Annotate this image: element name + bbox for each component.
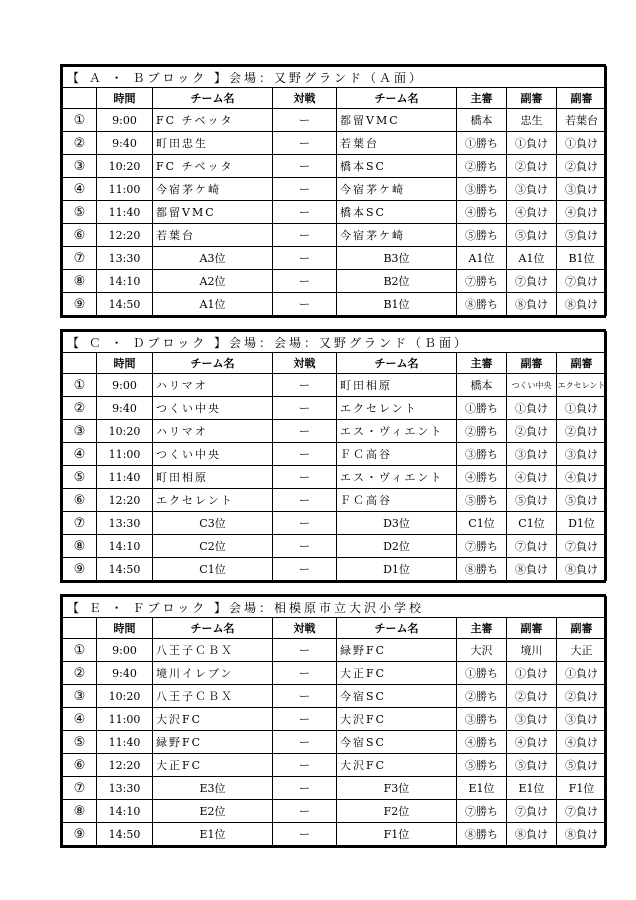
assistant-referee-1: ⑤負け (507, 224, 557, 247)
match-number: ① (63, 109, 97, 132)
assistant-referee-2: 若葉台 (557, 109, 607, 132)
team-away: 今宿茅ケ崎 (337, 224, 457, 247)
match-number: ⑦ (63, 512, 97, 535)
team-away: エス・ヴィエント (337, 420, 457, 443)
chief-referee: 橋本 (457, 374, 507, 397)
team-home: E3位 (153, 777, 273, 800)
versus-mark: ー (273, 639, 337, 662)
column-header: チーム名 (337, 88, 457, 109)
team-away: 橋本SC (337, 201, 457, 224)
assistant-referee-2: ⑦負け (557, 535, 607, 558)
assistant-referee-1: ⑦負け (507, 800, 557, 823)
team-away: 今宿SC (337, 685, 457, 708)
match-time: 12:20 (97, 754, 153, 777)
column-header: 副審 (557, 88, 607, 109)
table-row (63, 489, 607, 512)
team-home: 大正FC (153, 754, 273, 777)
versus-mark: ー (273, 535, 337, 558)
match-time: 11:00 (97, 443, 153, 466)
match-number: ① (63, 374, 97, 397)
column-header: 副審 (507, 88, 557, 109)
team-home: FC チベッタ (153, 155, 273, 178)
assistant-referee-2: ⑤負け (557, 489, 607, 512)
assistant-referee-1: ⑤負け (507, 754, 557, 777)
match-number: ③ (63, 420, 97, 443)
match-number: ⑤ (63, 731, 97, 754)
header-row (63, 353, 607, 374)
team-home: 八王子ＣＢＸ (153, 685, 273, 708)
versus-mark: ー (273, 132, 337, 155)
assistant-referee-2: エクセレント (557, 374, 607, 397)
assistant-referee-2: B1位 (557, 247, 607, 270)
match-number: ① (63, 639, 97, 662)
assistant-referee-1: ②負け (507, 420, 557, 443)
assistant-referee-2: ⑧負け (557, 293, 607, 316)
team-home: 大沢FC (153, 708, 273, 731)
column-header (63, 353, 97, 374)
assistant-referee-1: ①負け (507, 132, 557, 155)
match-number: ⑧ (63, 270, 97, 293)
match-number: ⑦ (63, 247, 97, 270)
table-row (63, 109, 607, 132)
chief-referee: ④勝ち (457, 731, 507, 754)
team-home: 町田相原 (153, 466, 273, 489)
table-row (63, 800, 607, 823)
team-away: 今宿SC (337, 731, 457, 754)
versus-mark: ー (273, 685, 337, 708)
table-row (63, 662, 607, 685)
assistant-referee-2: ①負け (557, 132, 607, 155)
assistant-referee-2: ②負け (557, 420, 607, 443)
assistant-referee-2: ④負け (557, 466, 607, 489)
column-header: 時間 (97, 618, 153, 639)
assistant-referee-2: D1位 (557, 512, 607, 535)
table-row (63, 270, 607, 293)
table-row (63, 639, 607, 662)
table-row (63, 224, 607, 247)
team-home: 若葉台 (153, 224, 273, 247)
match-time: 11:40 (97, 466, 153, 489)
match-time: 11:00 (97, 708, 153, 731)
column-header: チーム名 (153, 353, 273, 374)
assistant-referee-1: ④負け (507, 201, 557, 224)
column-header: 副審 (507, 618, 557, 639)
match-time: 13:30 (97, 777, 153, 800)
assistant-referee-2: ⑧負け (557, 558, 607, 581)
team-away: F1位 (337, 823, 457, 846)
table-row (63, 731, 607, 754)
match-number: ③ (63, 685, 97, 708)
header-row (63, 618, 607, 639)
column-header: 副審 (507, 353, 557, 374)
match-time: 9:40 (97, 397, 153, 420)
assistant-referee-2: ②負け (557, 685, 607, 708)
match-number: ⑥ (63, 754, 97, 777)
match-time: 12:20 (97, 224, 153, 247)
table-row (63, 823, 607, 846)
team-away: ＦＣ高谷 (337, 489, 457, 512)
versus-mark: ー (273, 374, 337, 397)
team-away: D3位 (337, 512, 457, 535)
match-time: 9:00 (97, 109, 153, 132)
column-header: 主審 (457, 353, 507, 374)
team-away: F3位 (337, 777, 457, 800)
column-header: チーム名 (153, 618, 273, 639)
schedule-table (62, 596, 607, 846)
versus-mark: ー (273, 558, 337, 581)
chief-referee: ①勝ち (457, 662, 507, 685)
chief-referee: ①勝ち (457, 132, 507, 155)
match-number: ⑤ (63, 201, 97, 224)
match-number: ⑥ (63, 489, 97, 512)
assistant-referee-1: ③負け (507, 708, 557, 731)
team-home: E1位 (153, 823, 273, 846)
assistant-referee-2: ④負け (557, 201, 607, 224)
assistant-referee-2: ⑧負け (557, 823, 607, 846)
table-row (63, 558, 607, 581)
chief-referee: ④勝ち (457, 201, 507, 224)
chief-referee: ②勝ち (457, 420, 507, 443)
match-number: ④ (63, 708, 97, 731)
team-away: エス・ヴィエント (337, 466, 457, 489)
chief-referee: ⑤勝ち (457, 224, 507, 247)
assistant-referee-1: ④負け (507, 731, 557, 754)
schedule-block (60, 64, 606, 318)
versus-mark: ー (273, 662, 337, 685)
team-away: 今宿茅ケ崎 (337, 178, 457, 201)
match-number: ⑨ (63, 558, 97, 581)
assistant-referee-2: ③負け (557, 443, 607, 466)
block-title: 【 Ｃ ・ Ｄブロック 】会場：会場：又野グランド（Ｂ面） (63, 332, 607, 353)
team-home: エクセレント (153, 489, 273, 512)
table-row (63, 535, 607, 558)
table-row (63, 443, 607, 466)
team-away: 緑野FC (337, 639, 457, 662)
chief-referee: ⑤勝ち (457, 754, 507, 777)
table-row (63, 777, 607, 800)
assistant-referee-2: ①負け (557, 397, 607, 420)
column-header: 主審 (457, 88, 507, 109)
column-header: 対戦 (273, 88, 337, 109)
team-home: ハリマオ (153, 420, 273, 443)
match-number: ③ (63, 155, 97, 178)
chief-referee: ③勝ち (457, 708, 507, 731)
match-number: ② (63, 132, 97, 155)
team-away: 橋本SC (337, 155, 457, 178)
versus-mark: ー (273, 800, 337, 823)
assistant-referee-1: E1位 (507, 777, 557, 800)
chief-referee: ⑦勝ち (457, 270, 507, 293)
team-away: B2位 (337, 270, 457, 293)
versus-mark: ー (273, 823, 337, 846)
block-title: 【 Ａ ・ Ｂブロック 】会場：又野グランド（Ａ面） (63, 67, 607, 88)
match-time: 11:00 (97, 178, 153, 201)
match-time: 10:20 (97, 685, 153, 708)
assistant-referee-2: ④負け (557, 731, 607, 754)
schedule-block (60, 329, 606, 583)
table-row (63, 293, 607, 316)
assistant-referee-1: ⑧負け (507, 293, 557, 316)
versus-mark: ー (273, 443, 337, 466)
chief-referee: ⑧勝ち (457, 823, 507, 846)
team-away: 町田相原 (337, 374, 457, 397)
column-header: チーム名 (337, 353, 457, 374)
team-home: ハリマオ (153, 374, 273, 397)
match-time: 14:10 (97, 800, 153, 823)
column-header: 対戦 (273, 353, 337, 374)
table-row (63, 132, 607, 155)
match-number: ⑧ (63, 800, 97, 823)
team-away: 若葉台 (337, 132, 457, 155)
table-row (63, 754, 607, 777)
assistant-referee-1: ⑧負け (507, 823, 557, 846)
assistant-referee-1: ①負け (507, 397, 557, 420)
match-time: 13:30 (97, 247, 153, 270)
table-row (63, 512, 607, 535)
team-home: C2位 (153, 535, 273, 558)
chief-referee: ⑧勝ち (457, 293, 507, 316)
chief-referee: ⑧勝ち (457, 558, 507, 581)
team-home: つくい中央 (153, 443, 273, 466)
assistant-referee-1: つくい中央 (507, 374, 557, 397)
match-time: 9:40 (97, 662, 153, 685)
team-home: 今宿茅ケ崎 (153, 178, 273, 201)
assistant-referee-1: ②負け (507, 155, 557, 178)
assistant-referee-1: C1位 (507, 512, 557, 535)
chief-referee: 大沢 (457, 639, 507, 662)
assistant-referee-2: ⑤負け (557, 224, 607, 247)
match-time: 12:20 (97, 489, 153, 512)
team-home: 緑野FC (153, 731, 273, 754)
column-header (63, 618, 97, 639)
column-header: 時間 (97, 88, 153, 109)
table-row (63, 374, 607, 397)
assistant-referee-1: 忠生 (507, 109, 557, 132)
assistant-referee-1: ⑦負け (507, 270, 557, 293)
block-title: 【 Ｅ ・ Ｆブロック 】会場：相模原市立大沢小学校 (63, 597, 607, 618)
team-away: 大沢FC (337, 754, 457, 777)
schedule-table (62, 331, 607, 581)
column-header: 主審 (457, 618, 507, 639)
table-row (63, 201, 607, 224)
versus-mark: ー (273, 466, 337, 489)
match-number: ⑨ (63, 823, 97, 846)
assistant-referee-1: ⑧負け (507, 558, 557, 581)
column-header: 副審 (557, 618, 607, 639)
team-away: ＦＣ高谷 (337, 443, 457, 466)
chief-referee: 橋本 (457, 109, 507, 132)
column-header (63, 88, 97, 109)
schedule-block (60, 594, 606, 848)
team-away: 大沢FC (337, 708, 457, 731)
versus-mark: ー (273, 777, 337, 800)
team-home: A2位 (153, 270, 273, 293)
team-home: E2位 (153, 800, 273, 823)
versus-mark: ー (273, 270, 337, 293)
match-time: 13:30 (97, 512, 153, 535)
schedule-table (62, 66, 607, 316)
match-number: ② (63, 662, 97, 685)
team-home: C3位 (153, 512, 273, 535)
assistant-referee-1: A1位 (507, 247, 557, 270)
match-time: 14:50 (97, 558, 153, 581)
table-row (63, 155, 607, 178)
team-home: C1位 (153, 558, 273, 581)
assistant-referee-1: ②負け (507, 685, 557, 708)
team-away: エクセレント (337, 397, 457, 420)
assistant-referee-2: ②負け (557, 155, 607, 178)
versus-mark: ー (273, 708, 337, 731)
versus-mark: ー (273, 397, 337, 420)
assistant-referee-2: ⑦負け (557, 270, 607, 293)
team-away: D1位 (337, 558, 457, 581)
versus-mark: ー (273, 201, 337, 224)
team-home: 都留VMC (153, 201, 273, 224)
team-home: A3位 (153, 247, 273, 270)
versus-mark: ー (273, 109, 337, 132)
match-number: ⑧ (63, 535, 97, 558)
team-away: B1位 (337, 293, 457, 316)
match-number: ⑦ (63, 777, 97, 800)
assistant-referee-1: ⑦負け (507, 535, 557, 558)
assistant-referee-1: ③負け (507, 178, 557, 201)
team-away: 大正FC (337, 662, 457, 685)
column-header: 時間 (97, 353, 153, 374)
match-time: 11:40 (97, 731, 153, 754)
chief-referee: C1位 (457, 512, 507, 535)
column-header: チーム名 (337, 618, 457, 639)
chief-referee: ②勝ち (457, 155, 507, 178)
column-header: 対戦 (273, 618, 337, 639)
versus-mark: ー (273, 178, 337, 201)
team-away: D2位 (337, 535, 457, 558)
team-away: F2位 (337, 800, 457, 823)
match-number: ④ (63, 443, 97, 466)
table-row (63, 708, 607, 731)
team-home: FC チベッタ (153, 109, 273, 132)
table-row (63, 178, 607, 201)
chief-referee: ⑤勝ち (457, 489, 507, 512)
match-time: 9:00 (97, 374, 153, 397)
team-home: 町田忠生 (153, 132, 273, 155)
assistant-referee-2: ⑦負け (557, 800, 607, 823)
versus-mark: ー (273, 224, 337, 247)
table-row (63, 685, 607, 708)
team-away: 都留VMC (337, 109, 457, 132)
versus-mark: ー (273, 489, 337, 512)
table-row (63, 397, 607, 420)
chief-referee: ③勝ち (457, 178, 507, 201)
assistant-referee-2: 大正 (557, 639, 607, 662)
header-row (63, 88, 607, 109)
table-row (63, 466, 607, 489)
versus-mark: ー (273, 293, 337, 316)
assistant-referee-2: ⑤負け (557, 754, 607, 777)
team-home: A1位 (153, 293, 273, 316)
assistant-referee-1: ③負け (507, 443, 557, 466)
column-header: 副審 (557, 353, 607, 374)
match-time: 14:50 (97, 823, 153, 846)
match-time: 9:40 (97, 132, 153, 155)
versus-mark: ー (273, 247, 337, 270)
table-row (63, 420, 607, 443)
match-time: 11:40 (97, 201, 153, 224)
chief-referee: ②勝ち (457, 685, 507, 708)
assistant-referee-1: ⑤負け (507, 489, 557, 512)
assistant-referee-1: ④負け (507, 466, 557, 489)
versus-mark: ー (273, 155, 337, 178)
versus-mark: ー (273, 512, 337, 535)
match-number: ② (63, 397, 97, 420)
match-number: ⑤ (63, 466, 97, 489)
match-number: ⑨ (63, 293, 97, 316)
assistant-referee-1: ①負け (507, 662, 557, 685)
match-time: 14:10 (97, 270, 153, 293)
team-home: つくい中央 (153, 397, 273, 420)
chief-referee: ①勝ち (457, 397, 507, 420)
team-away: B3位 (337, 247, 457, 270)
assistant-referee-2: ③負け (557, 178, 607, 201)
assistant-referee-2: F1位 (557, 777, 607, 800)
match-number: ④ (63, 178, 97, 201)
table-row (63, 247, 607, 270)
chief-referee: ③勝ち (457, 443, 507, 466)
match-time: 10:20 (97, 155, 153, 178)
assistant-referee-2: ③負け (557, 708, 607, 731)
versus-mark: ー (273, 754, 337, 777)
match-time: 9:00 (97, 639, 153, 662)
match-time: 14:10 (97, 535, 153, 558)
chief-referee: E1位 (457, 777, 507, 800)
versus-mark: ー (273, 420, 337, 443)
chief-referee: ⑦勝ち (457, 535, 507, 558)
team-home: 境川イレブン (153, 662, 273, 685)
chief-referee: ④勝ち (457, 466, 507, 489)
match-number: ⑥ (63, 224, 97, 247)
versus-mark: ー (273, 731, 337, 754)
assistant-referee-2: ①負け (557, 662, 607, 685)
chief-referee: ⑦勝ち (457, 800, 507, 823)
match-time: 10:20 (97, 420, 153, 443)
chief-referee: A1位 (457, 247, 507, 270)
team-home: 八王子ＣＢＸ (153, 639, 273, 662)
match-time: 14:50 (97, 293, 153, 316)
column-header: チーム名 (153, 88, 273, 109)
assistant-referee-1: 境川 (507, 639, 557, 662)
